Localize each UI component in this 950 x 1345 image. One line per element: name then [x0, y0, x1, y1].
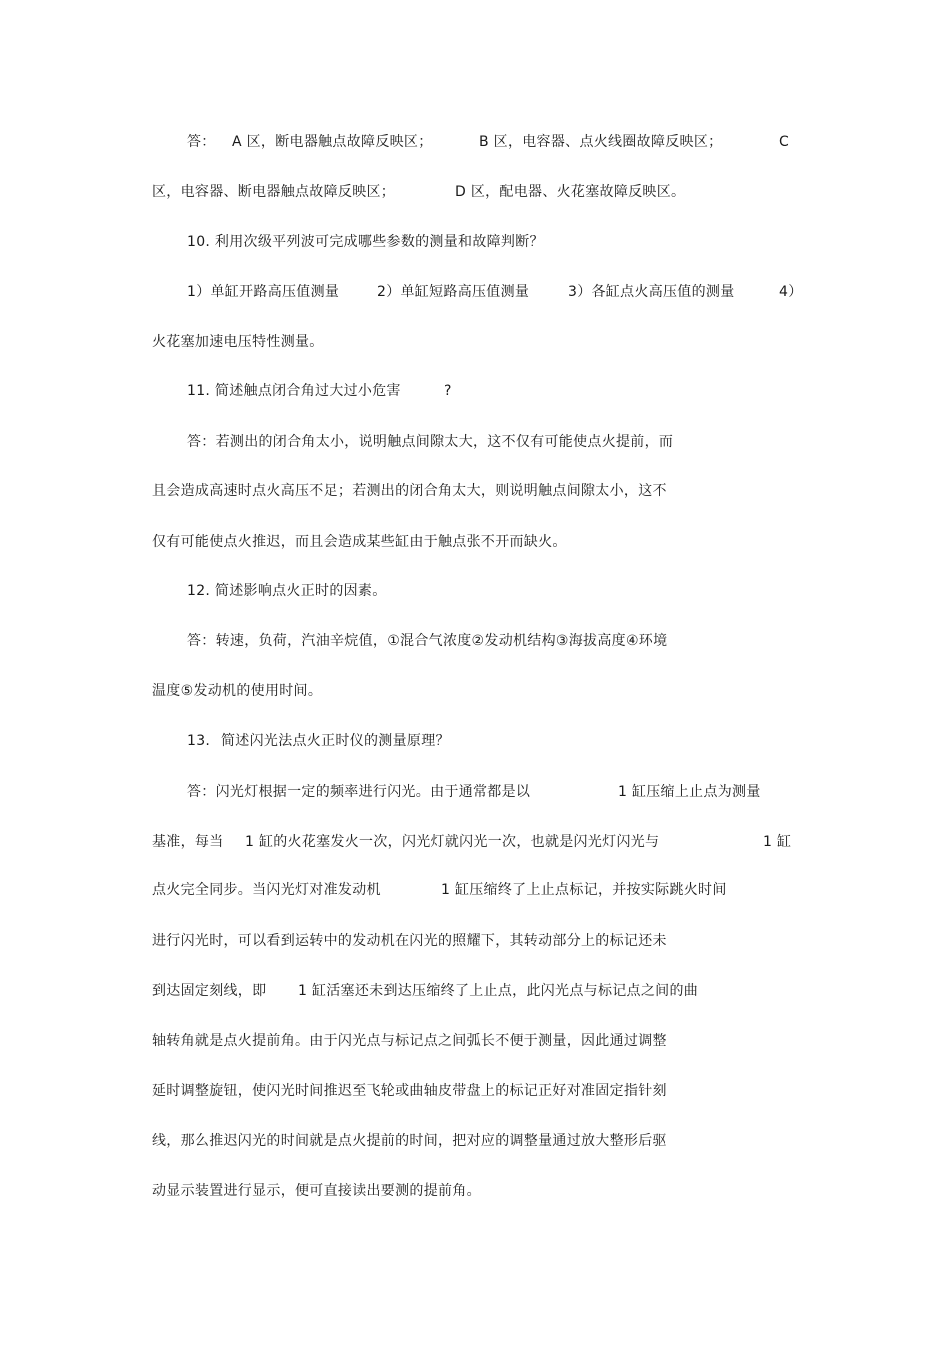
- text-segment: 答：: [187, 134, 216, 150]
- text-segment: 简述闪光法点火正时仪的测量原理？: [221, 733, 450, 749]
- text-line: [0, 1131, 950, 1155]
- text-segment: 1）单缸开路高压值测量: [187, 284, 340, 300]
- text-line: [0, 581, 950, 605]
- text-segment: 区，电容器、断电器触点故障反映区；: [152, 184, 396, 200]
- text-segment: 仅有可能使点火推迟，而且会造成某些缸由于触点张不开而缺火。: [152, 534, 567, 550]
- text-line: [0, 981, 950, 1005]
- text-segment: ?: [444, 383, 452, 399]
- text-segment: 进行闪光时，可以看到运转中的发动机在闪光的照耀下，其转动部分上的标记还未: [152, 933, 667, 949]
- text-segment: 答：转速，负荷，汽油辛烷值，①混合气浓度②发动机结构③海拔高度④环境: [187, 633, 668, 649]
- text-line: [0, 1031, 950, 1055]
- text-segment: 延时调整旋钮，使闪光时间推迟至飞轮或曲轴皮带盘上的标记正好对准固定指针刻: [152, 1083, 667, 1099]
- text-segment: 动显示装置进行显示，便可直接读出要测的提前角。: [152, 1183, 481, 1199]
- text-segment: 点火完全同步。当闪光灯对准发动机: [152, 882, 381, 898]
- text-segment: 且会造成高速时点火高压不足；若测出的闭合角太大，则说明触点间隙太小，这不: [152, 483, 667, 499]
- text-segment: 火花塞加速电压特性测量。: [152, 334, 324, 350]
- text-segment: 温度⑤发动机的使用时间。: [152, 683, 323, 699]
- text-segment: 11. 简述触点闭合角过大过小危害: [187, 383, 401, 399]
- text-segment: 答：闪光灯根据一定的频率进行闪光。由于通常都是以: [187, 784, 531, 800]
- text-segment: A 区，断电器触点故障反映区；: [232, 134, 433, 150]
- text-segment: 1 缸压缩终了上止点标记，并按实际跳火时间: [441, 882, 727, 898]
- text-segment: 1 缸压缩上止点为测量: [618, 784, 761, 800]
- text-segment: 1 缸的火花塞发火一次，闪光灯就闪光一次，也就是闪光灯闪光与: [245, 834, 660, 850]
- text-line: [0, 381, 950, 405]
- text-segment: C: [779, 134, 790, 150]
- text-segment: 3）各缸点火高压值的测量: [568, 284, 735, 300]
- text-segment: 10. 利用次级平列波可完成哪些参数的测量和故障判断？: [187, 234, 544, 250]
- text-line: [0, 232, 950, 256]
- text-line: [0, 282, 950, 306]
- text-line: [0, 832, 950, 856]
- text-line: [0, 631, 950, 655]
- text-segment: 2）单缸短路高压值测量: [377, 284, 530, 300]
- text-segment: 基准，每当: [152, 834, 224, 850]
- text-line: [0, 182, 950, 206]
- text-segment: 12. 简述影响点火正时的因素。: [187, 583, 387, 599]
- text-segment: 1 缸活塞还未到达压缩终了上止点，此闪光点与标记点之间的曲: [298, 983, 699, 999]
- text-segment: 1 缸: [763, 834, 792, 850]
- text-line: [0, 1181, 950, 1205]
- text-segment: 13.: [187, 733, 211, 749]
- text-segment: 线，那么推迟闪光的时间就是点火提前的时间，把对应的调整量通过放大整形后驱: [152, 1133, 667, 1149]
- text-line: [0, 880, 950, 904]
- text-segment: 答：若测出的闭合角太小，说明触点间隙太大，这不仅有可能使点火提前，而: [187, 434, 674, 450]
- text-segment: 轴转角就是点火提前角。由于闪光点与标记点之间弧长不便于测量，因此通过调整: [152, 1033, 667, 1049]
- text-segment: B 区，电容器、点火线圈故障反映区；: [479, 134, 723, 150]
- text-line: [0, 681, 950, 705]
- text-line: [0, 731, 950, 755]
- text-segment: 到达固定刻线，即: [152, 983, 267, 999]
- text-line: [0, 931, 950, 955]
- text-line: [0, 782, 950, 806]
- text-line: [0, 132, 950, 156]
- text-line: [0, 1081, 950, 1105]
- text-segment: 4）: [779, 284, 803, 300]
- text-line: [0, 332, 950, 356]
- text-line: [0, 532, 950, 556]
- text-line: [0, 432, 950, 456]
- text-line: [0, 481, 950, 505]
- text-segment: D 区，配电器、火花塞故障反映区。: [455, 184, 686, 200]
